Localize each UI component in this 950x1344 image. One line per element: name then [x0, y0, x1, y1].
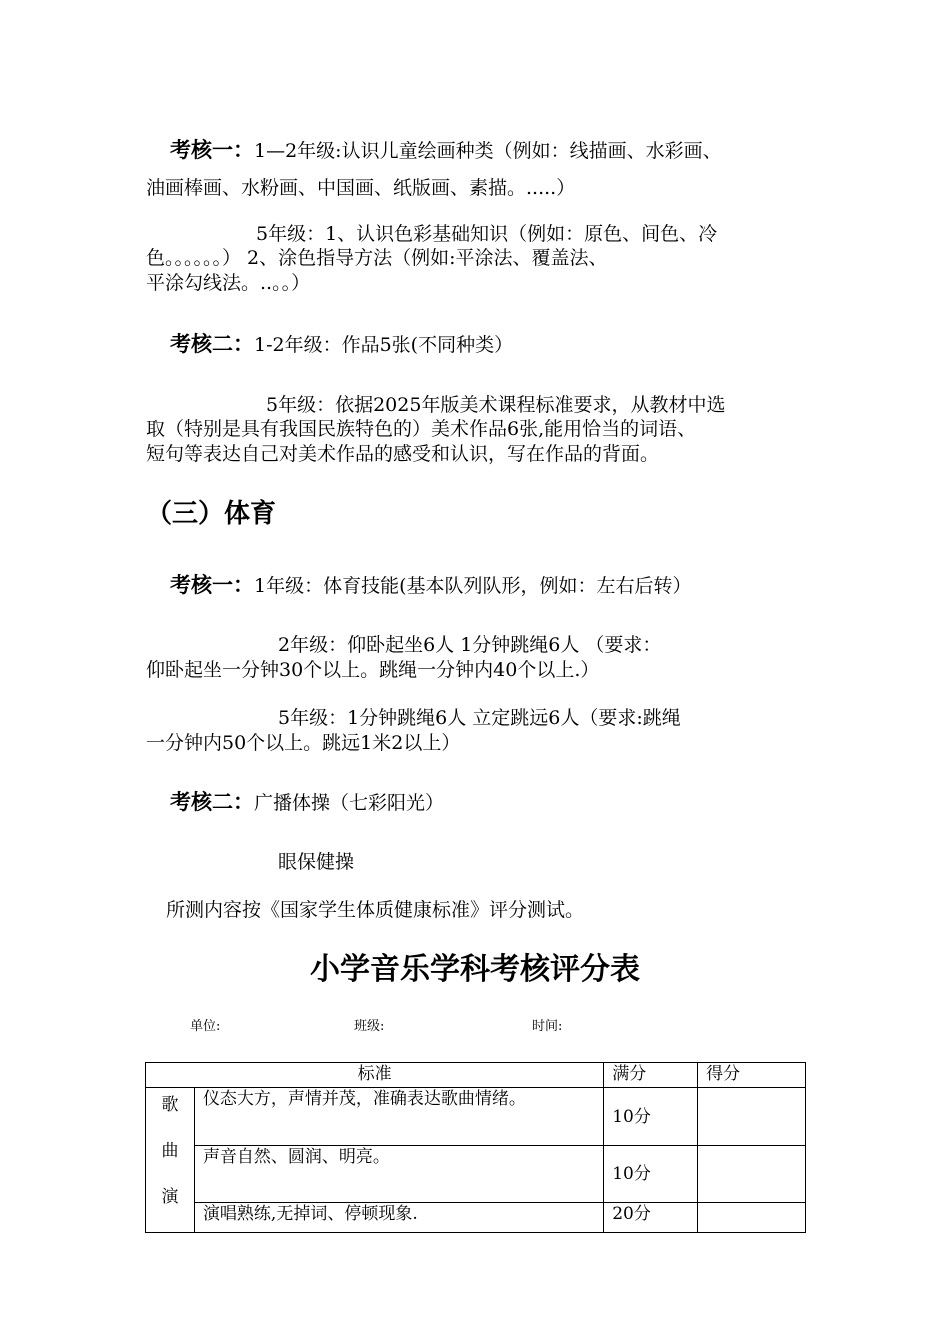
art-assess1-line2: 油画棒画、水粉画、中国画、纸版画、素描。.....） — [146, 177, 576, 199]
art-assess1-text: 1—2年级:认识儿童绘画种类（例如：线描画、水彩画、 — [254, 140, 722, 162]
pe-note: 所测内容按《国家学生体质健康标准》评分测试。 — [166, 899, 585, 921]
category-char: 歌 — [161, 1095, 179, 1115]
art-assess2-g5-line1: 5年级：依据2025年版美术课程标准要求，从教材中选 — [266, 394, 726, 416]
art-assess2-g5-line2: 取（特别是具有我国民族特色的）美术作品6张,能用恰当的词语、 — [146, 418, 697, 440]
pe-assess2-line2: 眼保健操 — [278, 851, 355, 873]
pe-grade5-line1: 5年级：1分钟跳绳6人 立定跳远6人（要求:跳绳 — [278, 707, 681, 729]
score-cell[interactable] — [698, 1088, 806, 1146]
pe-assess2-text: 广播体操（七彩阳光） — [254, 792, 445, 814]
header-max-score: 满分 — [604, 1063, 698, 1088]
art-assess2-label: 考核二： — [170, 331, 254, 356]
art-grade5-line2: 色。。。。。。） 2、涂色指导方法（例如:平涂法、覆盖法、 — [146, 247, 608, 269]
art-grade5-line3: 平涂勾线法。..。。） — [146, 272, 311, 294]
pe-assess2-line1 — [170, 790, 444, 815]
pe-grade5-line2: 一分钟内50个以上。跳远1米2以上） — [146, 732, 461, 754]
criterion-cell: 仪态大方，声情并茂，准确表达歌曲情绪。 — [194, 1088, 603, 1146]
table-row — [146, 1146, 806, 1203]
score-cell[interactable] — [698, 1203, 806, 1233]
art-assess2-line1 — [170, 332, 513, 357]
criterion-cell: 声音自然、圆润、明亮。 — [194, 1146, 603, 1203]
max-score-cell: 10分 — [604, 1146, 698, 1203]
art-grade5-line1: 5年级：1、认识色彩基础知识（例如：原色、间色、冷 — [256, 223, 718, 245]
pe-assess1-text: 1年级：体育技能(基本队列队形，例如：左右后转） — [254, 575, 692, 597]
unit-label: 单位: — [190, 1019, 221, 1034]
score-table — [145, 1062, 806, 1233]
table-row — [146, 1088, 806, 1146]
art-assess2-text: 1-2年级：作品5张(不同种类） — [254, 334, 514, 356]
pe-assess1-label: 考核一： — [170, 572, 254, 597]
pe-heading: （三）体育 — [146, 499, 277, 529]
pe-grade2-line1: 2年级：仰卧起坐6人 1分钟跳绳6人 （要求： — [278, 634, 662, 656]
max-score-cell: 10分 — [604, 1088, 698, 1146]
table-header-row — [146, 1063, 806, 1088]
max-score-cell: 20分 — [604, 1203, 698, 1233]
art-assess1-line1 — [170, 138, 722, 163]
art-assess1-label: 考核一： — [170, 137, 254, 162]
table-row — [146, 1203, 806, 1233]
category-char: 曲 — [161, 1141, 179, 1161]
category-cell — [146, 1088, 195, 1233]
pe-assess2-label: 考核二： — [170, 789, 254, 814]
time-label: 时间: — [532, 1019, 563, 1034]
header-score: 得分 — [698, 1063, 806, 1088]
music-form-title: 小学音乐学科考核评分表 — [310, 952, 640, 987]
class-label: 班级: — [354, 1019, 385, 1034]
category-char: 演 — [161, 1187, 179, 1207]
score-cell[interactable] — [698, 1146, 806, 1203]
pe-assess1-line1 — [170, 573, 692, 598]
art-assess2-g5-line3: 短句等表达自己对美术作品的感受和认识，写在作品的背面。 — [146, 443, 660, 465]
header-standard: 标准 — [146, 1063, 604, 1088]
criterion-cell: 演唱熟练,无掉词、停顿现象. — [194, 1203, 603, 1233]
pe-grade2-line2: 仰卧起坐一分钟30个以上。跳绳一分钟内40个以上.） — [146, 659, 600, 681]
